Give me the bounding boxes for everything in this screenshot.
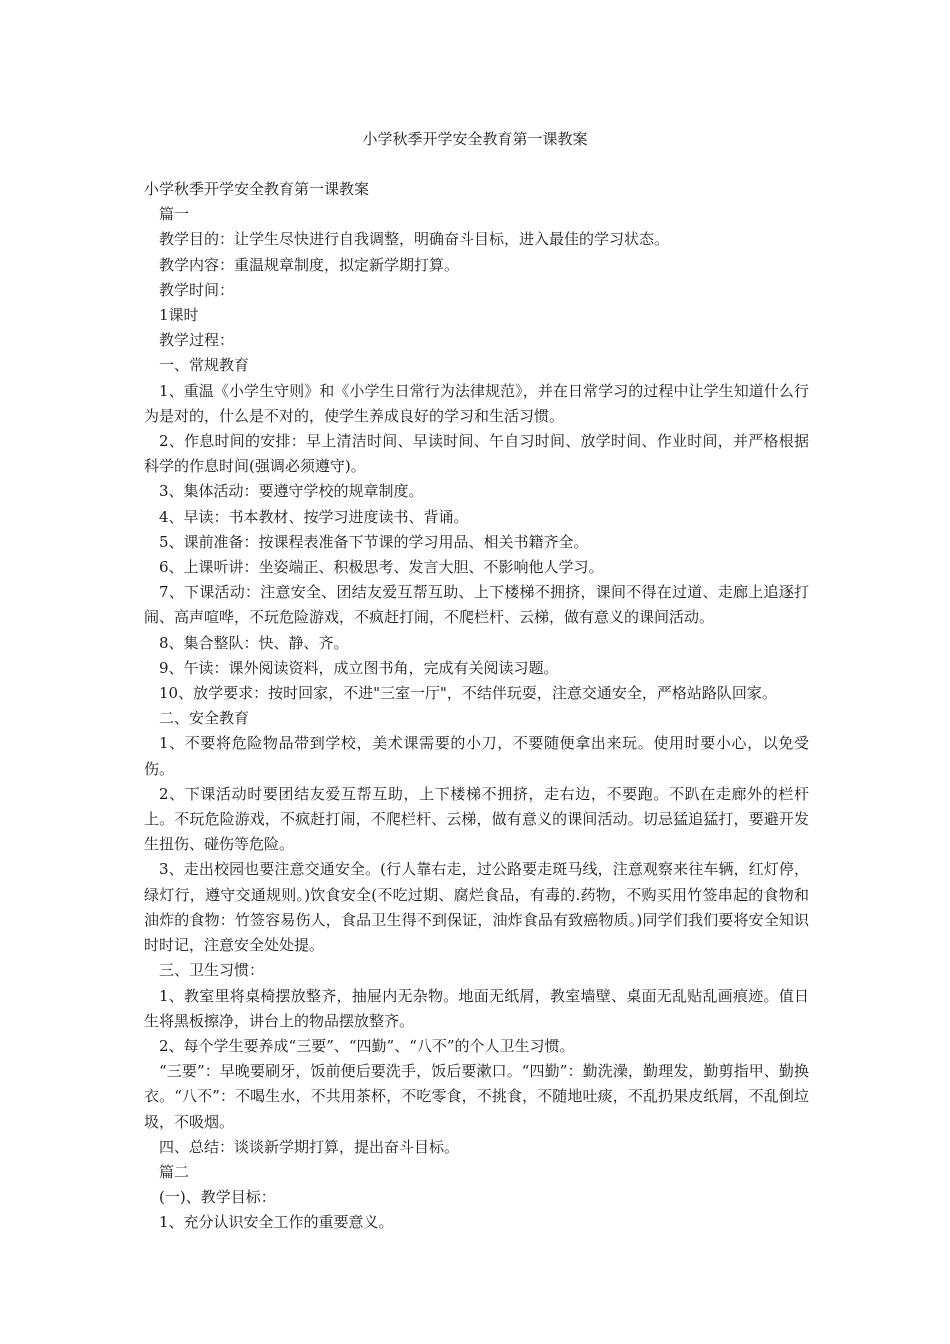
paragraph: 教学内容：重温规章制度，拟定新学期打算。 [159,255,460,274]
paragraph: 2、每个学生要养成“三要”、“四勤”、“八不”的个人卫生习惯。 [159,1036,575,1055]
body-heading: 小学秋季开学安全教育第一课教案 [144,180,370,198]
document-title: 小学秋季开学安全教育第一课教案 [362,130,588,148]
paragraph: 2、作息时间的安排：早上清洁时间、早读时间、午自习时间、放学时间、作业时间，并严格根据科学的作息时间(强调必须遵守)。 [144,432,809,476]
paragraph: 8、集合整队：快、静、齐。 [159,633,349,652]
paragraph: 6、上课听讲：坐姿端正、积极思考、发言大胆、不影响他人学习。 [159,558,604,577]
paragraph: 篇一 [159,205,190,224]
paragraph: 1、重温《小学生守则》和《小学生日常行为法律规范》，并在日常学习的过程中让学生知道什么行为是对的，什么是不对的，使学生养成良好的学习和生活习惯。 [144,381,809,425]
paragraph: 二、安全教育 [159,709,250,728]
paragraph: 教学过程： [159,331,235,350]
paragraph: 2、下课活动时要团结友爱互帮互助，上下楼梯不拥挤，走右边，不要跑。不趴在走廊外的栏杆上。不玩危险游戏，不疯赶打闹，不爬栏杆、云梯，做有意义的课间活动。切忌猛追猛打，要避开发生扭伤、碰伤等危险。 [144,784,809,854]
paragraph: 3、走出校园也要注意交通安全。(行人靠右走，过公路要走斑马线，注意观察来往车辆，红灯停，绿灯行，遵守交通规则。)饮食安全(不吃过期、腐烂食品，有毒的.药物，不购买用竹签串起的食物和油炸的食物：竹签容易伤人，食品卫生得不到保证，油炸食品有致癌物质。)同学们我们要将安全知识时时记，注意安全处处提。 [144,860,809,955]
paragraph: “三要”：早晚要刷牙，饭前便后要洗手，饭后要漱口。“四勤”：勤洗澡，勤理发，勤剪指甲、勤换衣。“八不”：不喝生水，不共用茶杯，不吃零食，不挑食，不随地吐痰，不乱扔果皮纸屑，不乱倒垃圾，不吸烟。 [144,1062,809,1131]
paragraph: 1、充分认识安全工作的重要意义。 [159,1213,394,1232]
paragraph: 篇二 [159,1162,190,1181]
document-body [144,177,809,1236]
paragraph: 10、放学要求：按时回家，不进"三室一厅"，不结伴玩耍，注意交通安全，严格站路队回家。 [159,684,777,703]
paragraph: 三、卫生习惯： [159,961,265,980]
paragraph: 1课时 [159,306,199,325]
paragraph: 9、午读：课外阅读资料，成立图书角，完成有关阅读习题。 [159,658,559,677]
paragraph: 四、总结：谈谈新学期打算，提出奋斗目标。 [159,1137,460,1156]
paragraph: 7、下课活动：注意安全、团结友爱互帮互助、上下楼梯不拥挤，课间不得在过道、走廊上追逐打闹、高声喧哗，不玩危险游戏，不疯赶打闹，不爬栏杆、云梯，做有意义的课间活动。 [144,583,809,627]
paragraph: 3、集体活动：要遵守学校的规章制度。 [159,482,424,501]
paragraph: 4、早读：书本教材、按学习进度读书、背诵。 [159,507,469,526]
paragraph: (一)、教学目标： [159,1188,276,1207]
paragraph: 教学目的：让学生尽快进行自我调整，明确奋斗目标，进入最佳的学习状态。 [159,230,670,249]
paragraph: 一、常规教育 [159,356,250,375]
paragraph: 1、不要将危险物品带到学校，美术课需要的小刀，不要随便拿出来玩。使用时要小心，以免受伤。 [144,734,809,778]
paragraph: 教学时间： [159,280,235,299]
paragraph: 5、课前准备：按课程表准备下节课的学习用品、相关书籍齐全。 [159,532,589,551]
paragraph: 1、教室里将桌椅摆放整齐，抽屉内无杂物。地面无纸屑，教室墙壁、桌面无乱贴乱画痕迹。值日生将黑板擦净，讲台上的物品摆放整齐。 [144,986,809,1030]
